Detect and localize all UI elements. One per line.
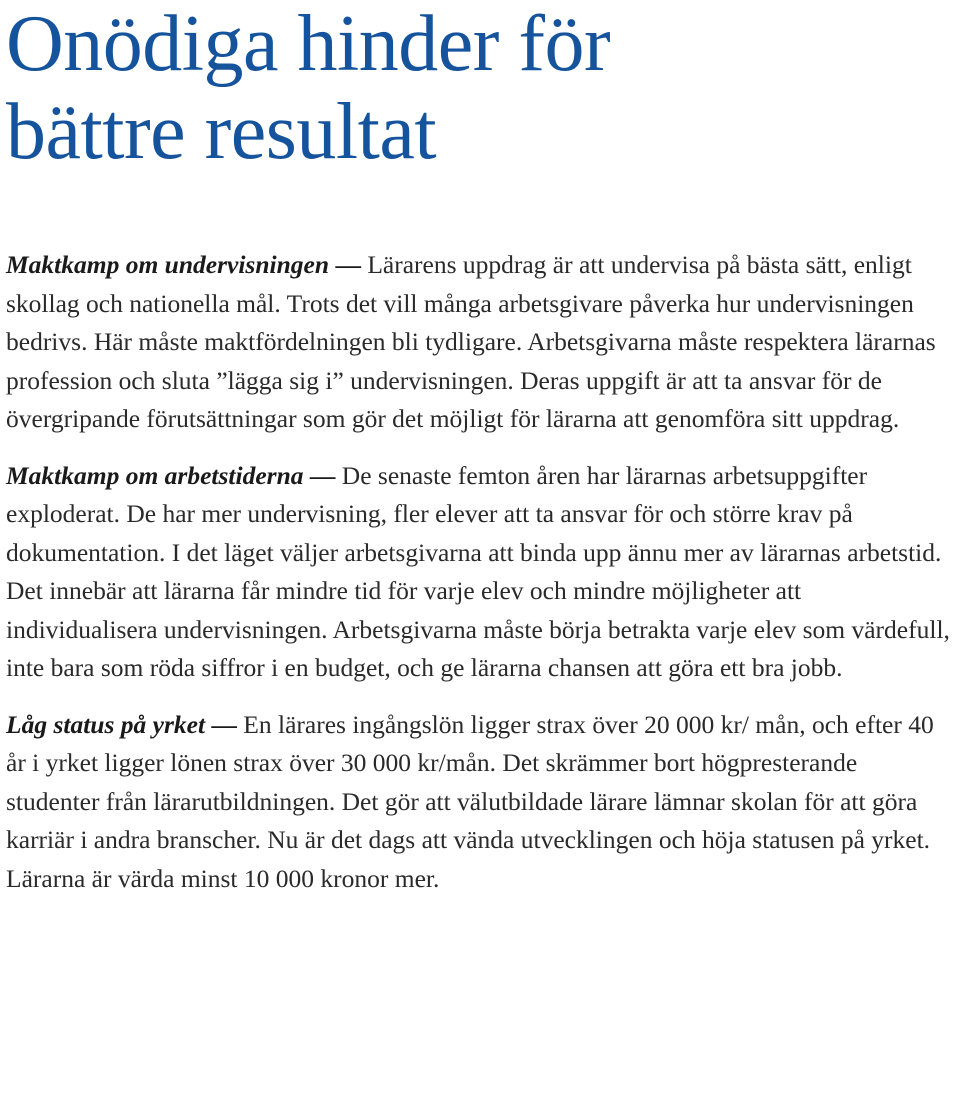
paragraph-heading: Maktkamp om arbetstiderna bbox=[6, 460, 304, 490]
em-dash: — bbox=[211, 709, 237, 739]
paragraph-text: Lärarens uppdrag är att undervisa på bästa sätt, enligt skollag och nationella mål. Trots det vill många arbetsgivare påverka hur undervisningen bedrivs. Här måste maktfördelningen bli tydligare. Arbetsgivarna måste respektera lärarnas profession och sluta ”lägga sig i” undervisningen. Deras uppgift är att ta ansvar för de övergripande förutsättningar som gör det möjligt för lärarna att genomföra sitt uppdrag. bbox=[6, 250, 936, 433]
em-dash: — bbox=[335, 250, 361, 279]
paragraph-heading: Låg status på yrket bbox=[6, 709, 206, 739]
body-text bbox=[6, 246, 954, 916]
page-title bbox=[6, 0, 610, 176]
paragraph-text: De senaste femton åren har lärarnas arbetsuppgifter exploderat. De har mer undervisning, fler elever att ta ansvar för och större krav på dokumentation. I det läget väljer arbetsgivarna att binda upp ännu mer av lärarnas arbetstid. Det innebär att lärarna får mindre tid för varje elev och mindre möjligheter att individualisera undervisningen. Arbetsgivarna måste börja betrakta varje elev som värdefull, inte bara som röda siffror i en budget, och ge lärarna chansen att göra ett bra jobb. bbox=[6, 460, 950, 682]
paragraph-text: En lärares ingångslön ligger strax över 20 000 kr/ mån, och efter 40 år i yrket ligger lönen strax över 30 000 kr/mån. Det skrämmer bort högpresterande studenter från lärarutbildningen. Det gör att välutbildade lärare lämnar skolan för att göra karriär i andra branscher. Nu är det dags att vända utvecklingen och höja statusen på yrket. Lärarna är värda minst 10 000 kronor mer. bbox=[6, 709, 934, 893]
paragraph-heading: Maktkamp om undervisningen bbox=[6, 250, 330, 279]
page-title-line-2: bättre resultat bbox=[6, 88, 437, 176]
paragraph-undervisningen bbox=[6, 246, 954, 439]
paragraph-arbetstiderna bbox=[6, 457, 954, 688]
em-dash: — bbox=[309, 460, 336, 490]
page-title-line-1: Onödiga hinder för bbox=[6, 0, 611, 88]
paragraph-status bbox=[6, 706, 954, 899]
